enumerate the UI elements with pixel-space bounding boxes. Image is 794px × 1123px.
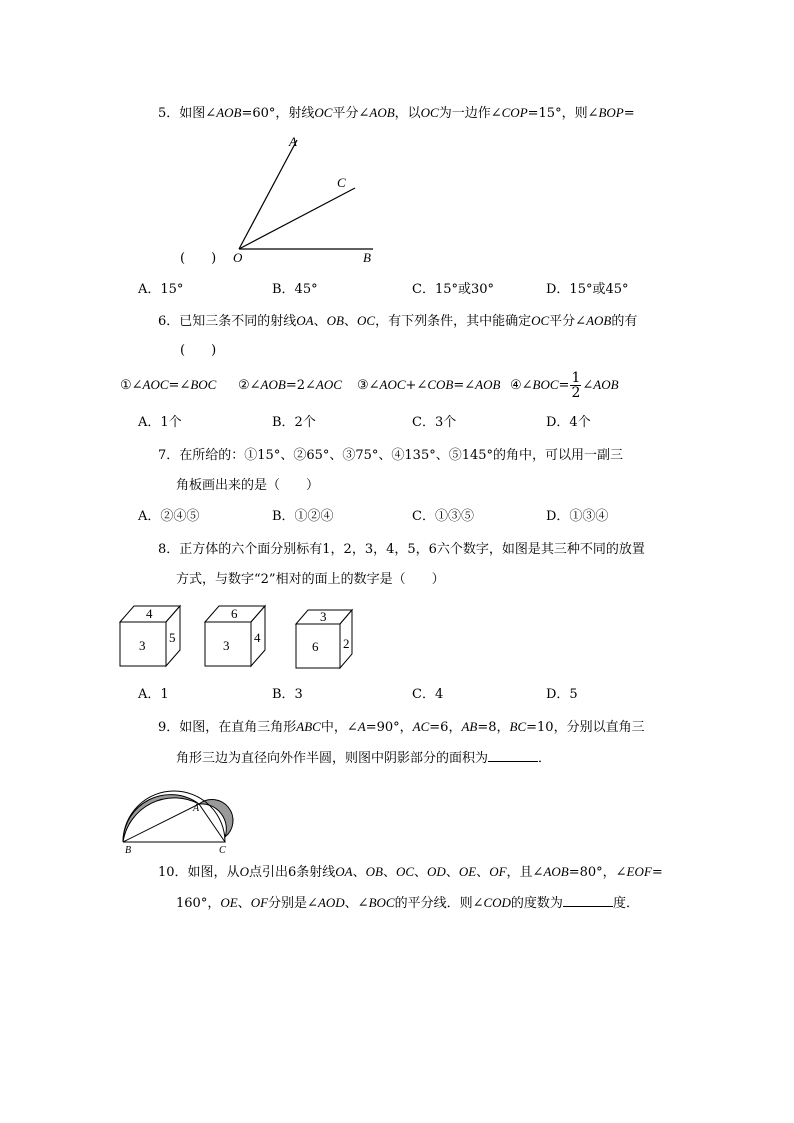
q10-stem-line2: 160°，OE、OF分别是∠AOD、∠BOC的平分线．则∠COD的度数为 度． bbox=[176, 895, 639, 911]
q6-option-c[interactable]: C．3个 bbox=[412, 415, 457, 430]
q5-answer-paren: ( ) bbox=[180, 251, 217, 266]
q6-stem: 6．已知三条不同的射线OA、OB、OC，有下列条件，其中能确定OC平分∠AOB的有 bbox=[158, 313, 638, 329]
q7-option-b[interactable]: B．①②④ bbox=[272, 509, 334, 524]
q7-option-a[interactable]: A．②④⑤ bbox=[138, 509, 200, 524]
label-O: O bbox=[233, 250, 243, 265]
q6-answer-paren: ( ) bbox=[180, 343, 217, 358]
label-B: B bbox=[125, 845, 132, 855]
q10-number: 10． bbox=[158, 865, 188, 880]
cube-1-top: 4 bbox=[146, 606, 153, 621]
cube-1-front: 3 bbox=[139, 638, 146, 653]
q6-condition-1: ①∠AOC=∠BOC bbox=[120, 377, 217, 393]
q9-answer-blank[interactable] bbox=[488, 749, 538, 762]
q9-number: 9． bbox=[158, 720, 180, 735]
q7-stem-line1: 7．在所给的：①15°、②65°、③75°、④135°、⑤145°的角中，可以用一副三 bbox=[158, 448, 624, 463]
q6-option-b[interactable]: B．2个 bbox=[272, 415, 316, 430]
cube-3-front: 6 bbox=[312, 639, 319, 654]
q8-option-b[interactable]: B．3 bbox=[272, 687, 303, 702]
q8-option-d[interactable]: D．5 bbox=[546, 687, 578, 702]
q5-option-d[interactable]: D．15°或45° bbox=[546, 282, 629, 297]
q10-stem-line1: 10．如图，从O点引出6条射线OA、OB、OC、OD、OE、OF，且∠AOB=80°，∠EOF= bbox=[158, 864, 663, 880]
q9-stem-line2: 角形三边为直径向外作半圆，则图中阴影部分的面积为 ． bbox=[176, 751, 552, 766]
fraction-one-half: $\frac{1}{2}$ bbox=[571, 370, 581, 401]
q5-option-a[interactable]: A．15° bbox=[138, 282, 184, 297]
label-C: C bbox=[337, 175, 346, 190]
label-C: C bbox=[219, 845, 226, 855]
q5-number: 5． bbox=[158, 106, 180, 121]
q5-angle-figure bbox=[225, 130, 385, 270]
cube-3-right: 2 bbox=[343, 636, 350, 651]
q10-answer-blank[interactable] bbox=[563, 894, 613, 907]
q8-number: 8． bbox=[158, 542, 180, 557]
ray-OC bbox=[239, 188, 355, 249]
q9-stem-line1: 9．如图，在直角三角形ABC中，∠A=90°，AC=6，AB=8，BC=10，分别以直角三 bbox=[158, 719, 645, 735]
label-A: A bbox=[193, 803, 200, 814]
q6-condition-3: ③∠AOC+∠COB=∠AOB bbox=[357, 377, 501, 393]
q8-option-c[interactable]: C．4 bbox=[412, 687, 444, 702]
cube-3-top: 3 bbox=[320, 609, 327, 624]
shaded-lune-ac bbox=[199, 799, 233, 837]
q6-option-d[interactable]: D．4个 bbox=[546, 415, 591, 430]
q5-option-c[interactable]: C．15°或30° bbox=[412, 282, 495, 297]
label-A: A bbox=[289, 134, 297, 149]
q5-stem: 5．如图∠AOB=60°，射线OC平分∠AOB，以OC为一边作∠COP=15°，则∠BOP= bbox=[158, 105, 635, 121]
q6-condition-2: ②∠AOB=2∠AOC bbox=[238, 377, 342, 393]
cube-1-right: 5 bbox=[169, 630, 176, 645]
q8-stem-line1: 8．正方体的六个面分别标有1，2，3，4，5，6六个数字，如图是其三种不同的放置 bbox=[158, 542, 645, 557]
q5-option-b[interactable]: B．45° bbox=[272, 282, 318, 297]
q7-stem-line2: 角板画出来的是（ ） bbox=[176, 478, 320, 493]
q8-option-a[interactable]: A．1 bbox=[138, 687, 169, 702]
q7-number: 7． bbox=[158, 448, 180, 463]
q8-stem-line2: 方式，与数字“2”相对的面上的数字是（ ） bbox=[176, 572, 445, 587]
shaded-lune-ab bbox=[123, 795, 199, 842]
q6-condition-4: ④∠BOC= $\frac{1}{2}$ ∠AOB bbox=[510, 370, 619, 401]
q7-option-d[interactable]: D．①③④ bbox=[546, 509, 609, 524]
q8-cubes-figure bbox=[115, 600, 365, 675]
cube-2-right: 4 bbox=[254, 630, 261, 645]
ray-OA bbox=[239, 140, 297, 249]
cube-2-top: 6 bbox=[231, 606, 238, 621]
q6-number: 6． bbox=[158, 314, 180, 329]
q6-option-a[interactable]: A．1个 bbox=[138, 415, 182, 430]
q9-semicircles-figure bbox=[115, 775, 250, 855]
label-B: B bbox=[363, 250, 371, 265]
cube-2-front: 3 bbox=[223, 638, 230, 653]
q7-option-c[interactable]: C．①③⑤ bbox=[412, 509, 474, 524]
